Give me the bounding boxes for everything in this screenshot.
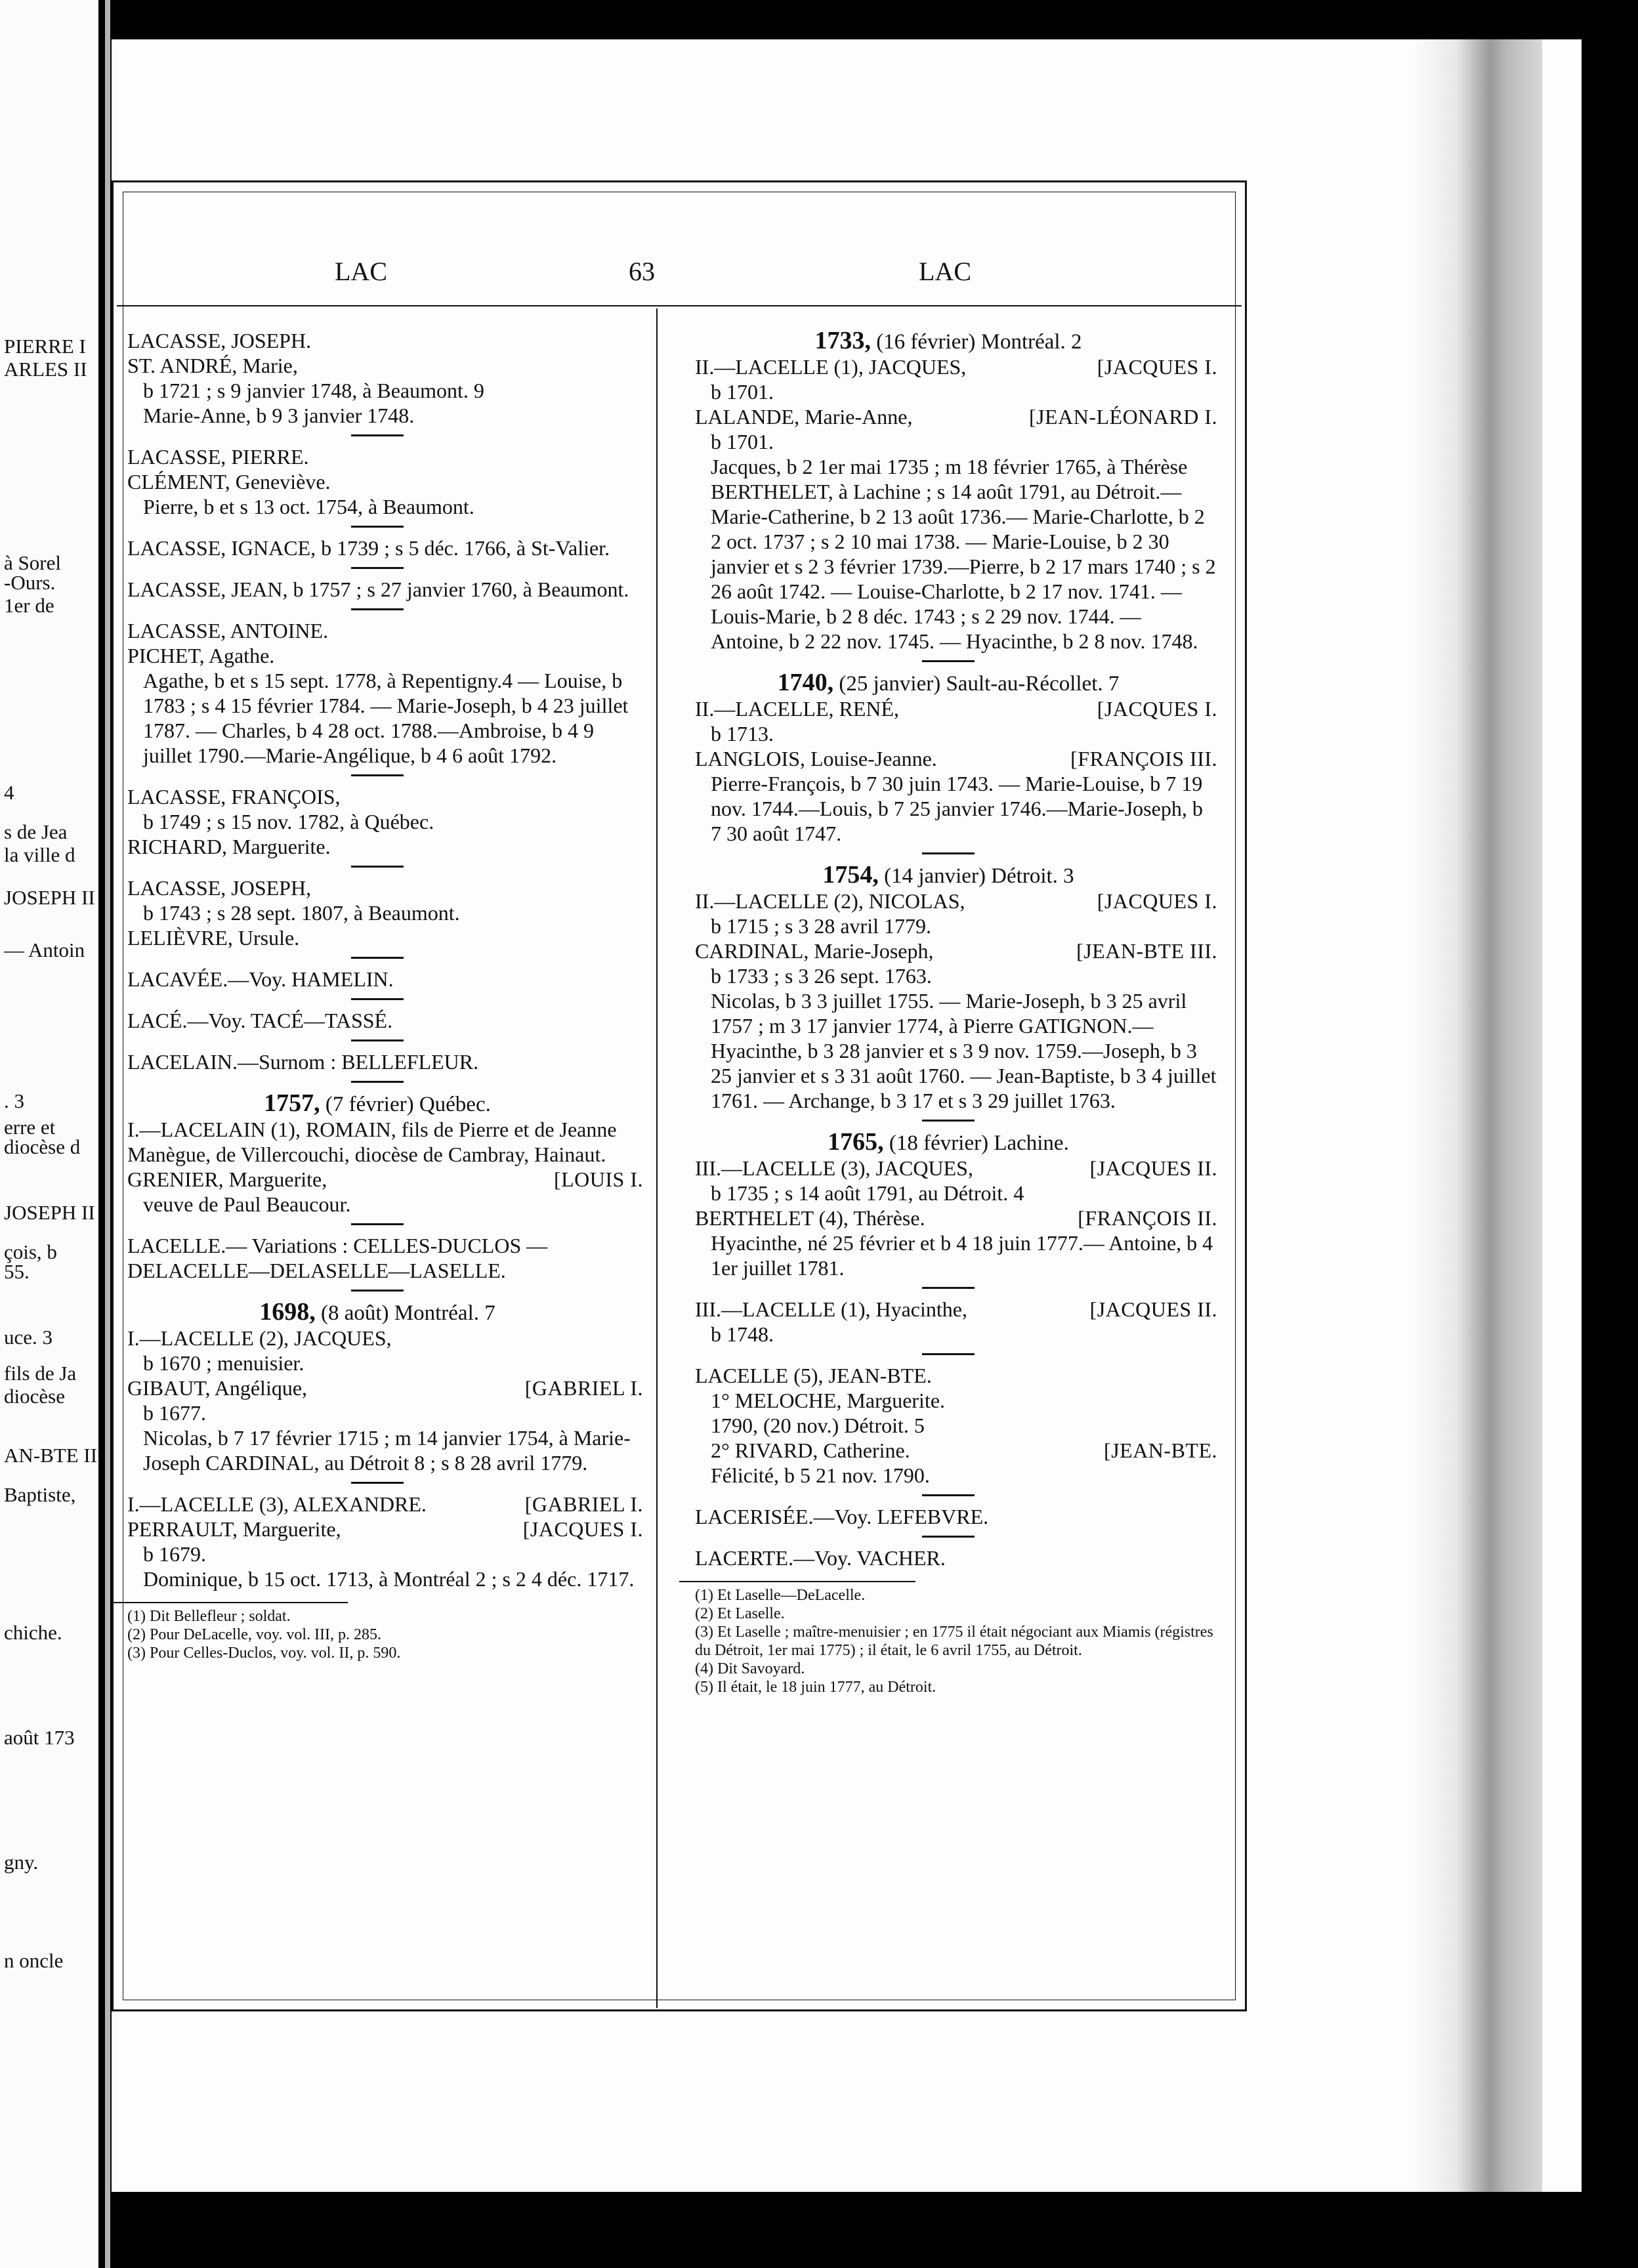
entry-text: GRENIER, Marguerite, xyxy=(127,1167,327,1191)
entry-line xyxy=(679,914,1217,938)
entry-text: LACAVÉE.—Voy. HAMELIN. xyxy=(127,967,394,991)
entry-line xyxy=(112,1049,643,1074)
entry-text: LACASSE, JOSEPH, xyxy=(127,876,312,900)
entry-line xyxy=(679,1504,1217,1529)
entry-line xyxy=(112,1517,643,1542)
entry-text: LACERISÉE.—Voy. LEFEBVRE. xyxy=(695,1505,989,1528)
entry-line xyxy=(112,469,643,494)
marriage-date-heading xyxy=(679,670,1217,696)
entry-text: LACÉ.—Voy. TACÉ—TASSÉ. xyxy=(127,1009,393,1032)
previous-page-text-fragment: diocèse d xyxy=(4,1135,81,1158)
entry-text: I.—LACELAIN (1), ROMAIN, fils de Pierre et de Jeanne Manègue, de Villercouchi, diocèse de Cambray, Hainaut. xyxy=(127,1118,617,1166)
entry-separator xyxy=(351,526,404,528)
entry-line xyxy=(112,809,643,834)
column-divider xyxy=(656,308,658,2008)
entry-text: LALANDE, Marie-Anne, xyxy=(695,405,913,429)
entry-line xyxy=(679,1230,1217,1280)
entry-line xyxy=(112,1425,643,1475)
entry-separator xyxy=(351,998,404,1000)
parent-reference: [JACQUES II. xyxy=(1089,1297,1217,1321)
previous-page-text-fragment: JOSEPH II xyxy=(4,1201,95,1224)
previous-page-text-fragment: août 173 xyxy=(4,1726,75,1749)
entry-separator xyxy=(351,1482,404,1484)
entry-separator xyxy=(922,660,975,662)
entry-text: ST. ANDRÉ, Marie, xyxy=(127,354,298,377)
entry-text: b 1715 ; s 3 28 avril 1779. xyxy=(711,914,931,938)
entry-text: b 1748. xyxy=(711,1322,774,1346)
entry-line xyxy=(112,378,643,403)
entry-line xyxy=(112,353,643,378)
previous-page-text-fragment: PIERRE I xyxy=(4,335,86,358)
entry-line xyxy=(679,1413,1217,1438)
running-head-left: LAC xyxy=(335,257,387,286)
footnote: (1) Dit Bellefleur ; soldat. xyxy=(127,1608,291,1625)
entry-text: Nicolas, b 3 3 juillet 1755. — Marie-Joseph, b 3 25 avril 1757 ; m 3 17 janvier 1774, à Pierre GATIGNON.— Hyacinthe, b 3 28 janvier et s 3 9 nov. 1759.—Joseph, b 3 25 janvier et s 3 31 août 1760. — Jean-Baptiste, b 3 4 juillet 1761. — Archange, b 3 17 et s 3 29 juillet 1763. xyxy=(711,989,1217,1112)
entry-line xyxy=(112,444,643,469)
entry-separator xyxy=(922,1536,975,1538)
previous-page-text-fragment: çois, b xyxy=(4,1240,57,1263)
entry-line xyxy=(112,536,643,560)
right-column xyxy=(679,328,1217,1696)
entry-line xyxy=(679,1322,1217,1347)
marriage-date-heading xyxy=(112,1299,643,1326)
marriage-date-heading xyxy=(112,1091,643,1117)
previous-page-text-fragment: . 3 xyxy=(4,1089,24,1112)
entry-text: RICHARD, Marguerite. xyxy=(127,835,331,858)
dictionary-page xyxy=(112,39,1582,2192)
parent-reference: [GABRIEL I. xyxy=(524,1492,643,1516)
marriage-place: (7 février) Québec. xyxy=(320,1093,491,1116)
entry-line xyxy=(112,875,643,900)
marriage-place: (14 janvier) Détroit. 3 xyxy=(878,864,1074,888)
entry-line xyxy=(679,1181,1217,1206)
header-rule xyxy=(117,305,1242,306)
previous-page-text-fragment: fils de Ja xyxy=(4,1362,77,1385)
entry-line xyxy=(679,1463,1217,1488)
entry-text: LACASSE, IGNACE, b 1739 ; s 5 déc. 1766, à St-Valier. xyxy=(127,536,610,560)
footnote-rule xyxy=(679,1581,915,1582)
previous-page-text-fragment: -Ours. xyxy=(4,571,56,594)
entry-line xyxy=(112,1233,643,1283)
entry-line xyxy=(112,925,643,950)
entry-text: LACELLE.— Variations : CELLES-DUCLOS —DELACELLE—DELASELLE—LASELLE. xyxy=(127,1234,548,1282)
entry-separator xyxy=(351,608,404,610)
entry-text: b 1670 ; menuisier. xyxy=(143,1351,304,1375)
marriage-place: (18 février) Lachine. xyxy=(883,1131,1069,1155)
entry-line xyxy=(112,668,643,768)
entry-text: II.—LACELLE (1), JACQUES, xyxy=(695,355,967,379)
parent-reference: [JACQUES I. xyxy=(1097,697,1217,721)
entry-text: 1° MELOCHE, Marguerite. xyxy=(711,1389,946,1412)
entry-separator xyxy=(922,1120,975,1122)
entry-text: Agathe, b et s 15 sept. 1778, à Repentigny.4 — Louise, b 1783 ; s 4 15 février 1784. — Marie-Joseph, b 4 23 juillet 1787. — Charles, b 4 28 oct. 1788.—Ambroise, b 4 9 juillet 1790.—Marie-Angélique, b 4 6 août 1792. xyxy=(143,669,629,767)
previous-page-text-fragment: ARLES II xyxy=(4,358,87,381)
parent-reference: [FRANÇOIS II. xyxy=(1078,1206,1217,1230)
entry-line xyxy=(112,834,643,859)
entry-line xyxy=(112,1008,643,1033)
marriage-year: 1740, xyxy=(777,669,834,696)
entry-line xyxy=(679,771,1217,846)
entry-text: LACELLE (5), JEAN-BTE. xyxy=(695,1364,932,1387)
entry-line xyxy=(679,454,1217,654)
previous-page-text-fragment: n oncle xyxy=(4,1949,64,1972)
marriage-place: (8 août) Montréal. 7 xyxy=(315,1301,495,1325)
previous-page-text-fragment: gny. xyxy=(4,1851,39,1874)
previous-page-text-fragment: AN-BTE II xyxy=(4,1444,98,1467)
entry-line xyxy=(679,1297,1217,1322)
previous-page-text-fragment: erre et xyxy=(4,1116,56,1139)
entry-text: b 1743 ; s 28 sept. 1807, à Beaumont. xyxy=(143,901,460,925)
marriage-date-heading xyxy=(679,328,1217,354)
entry-separator xyxy=(351,1081,404,1083)
parent-reference: [JEAN-BTE. xyxy=(1104,1438,1217,1462)
entry-line xyxy=(112,1351,643,1376)
footnote: (5) Il était, le 18 juin 1777, au Détroit. xyxy=(695,1679,936,1696)
parent-reference: [JEAN-LÉONARD I. xyxy=(1028,405,1217,429)
entry-text: Félicité, b 5 21 nov. 1790. xyxy=(711,1463,930,1487)
previous-page-text-fragment: 55. xyxy=(4,1260,30,1283)
previous-page-text-fragment: à Sorel xyxy=(4,551,61,574)
entry-line xyxy=(112,784,643,809)
entry-text: Pierre-François, b 7 30 juin 1743. — Marie-Louise, b 7 19 nov. 1744.—Louis, b 7 25 janvier 1746.—Marie-Joseph, b 7 30 août 1747. xyxy=(711,772,1203,845)
entry-text: CLÉMENT, Geneviève. xyxy=(127,470,331,494)
entry-separator xyxy=(351,1223,404,1225)
entry-text: LELIÈVRE, Ursule. xyxy=(127,926,300,950)
parent-reference: [LOUIS I. xyxy=(553,1167,643,1191)
entry-line xyxy=(679,404,1217,429)
entry-text: II.—LACELLE (2), NICOLAS, xyxy=(695,889,965,913)
previous-page-text-fragment: diocèse xyxy=(4,1385,65,1408)
entry-text: b 1677. xyxy=(143,1401,206,1425)
marriage-year: 1757, xyxy=(264,1089,320,1117)
entry-line xyxy=(112,1376,643,1400)
entry-separator xyxy=(922,1353,975,1355)
entry-line xyxy=(112,967,643,992)
entry-text: LACASSE, FRANÇOIS, xyxy=(127,785,341,808)
entry-text: LANGLOIS, Louise-Jeanne. xyxy=(695,747,937,770)
previous-page-text-fragment: 4 xyxy=(4,781,14,804)
parent-reference: [JACQUES I. xyxy=(522,1517,643,1541)
entry-text: II.—LACELLE, RENÉ, xyxy=(695,697,900,721)
entry-text: LACASSE, JOSEPH. xyxy=(127,329,312,352)
entry-line xyxy=(679,938,1217,963)
footnote: (3) Pour Celles-Duclos, voy. vol. II, p. 590. xyxy=(127,1645,401,1662)
marriage-year: 1698, xyxy=(259,1298,316,1326)
entry-line xyxy=(112,403,643,428)
entry-line xyxy=(679,988,1217,1113)
entry-text: Nicolas, b 7 17 février 1715 ; m 14 janvier 1754, à Marie-Joseph CARDINAL, au Détroit 8 ; s 8 28 avril 1779. xyxy=(143,1426,631,1475)
entry-line xyxy=(679,889,1217,914)
entry-text: 1790, (20 nov.) Détroit. 5 xyxy=(711,1414,925,1437)
entry-line xyxy=(112,1566,643,1591)
previous-page-fragment xyxy=(0,0,98,2268)
parent-reference: [JEAN-BTE III. xyxy=(1076,939,1217,963)
entry-text: Marie-Anne, b 9 3 janvier 1748. xyxy=(143,404,415,427)
entry-line xyxy=(112,1542,643,1566)
page-edge-shadow xyxy=(1411,39,1542,2192)
entry-separator xyxy=(351,866,404,868)
entry-text: LACERTE.—Voy. VACHER. xyxy=(695,1546,946,1570)
footnote: (3) Et Laselle ; maître-menuisier ; en 1775 il était négociant aux Miamis (régistres du Détroit, 1er mai 1775) ; il était, le 6 avril 1755, au Détroit. xyxy=(695,1624,1213,1659)
entry-text: b 1735 ; s 14 août 1791, au Détroit. 4 xyxy=(711,1181,1024,1205)
entry-text: I.—LACELLE (2), JACQUES, xyxy=(127,1326,392,1350)
entry-text: LACASSE, ANTOINE. xyxy=(127,619,329,642)
parent-reference: [JACQUES I. xyxy=(1097,889,1217,913)
entry-line xyxy=(679,354,1217,379)
previous-page-text-fragment: JOSEPH II xyxy=(4,886,95,909)
page-number: 63 xyxy=(629,257,655,286)
entry-text: PICHET, Agathe. xyxy=(127,644,275,667)
marriage-year: 1733, xyxy=(814,327,871,354)
entry-line xyxy=(679,1156,1217,1181)
entry-text: 2° RIVARD, Catherine. xyxy=(711,1438,910,1462)
marriage-year: 1754, xyxy=(822,861,879,889)
marriage-place: (16 février) Montréal. 2 xyxy=(870,330,1082,354)
entry-line xyxy=(679,746,1217,771)
running-head xyxy=(112,256,1247,289)
entry-line xyxy=(112,900,643,925)
entry-line xyxy=(112,618,643,643)
entry-text: Hyacinthe, né 25 février et b 4 18 juin 1777.— Antoine, b 4 1er juillet 1781. xyxy=(711,1231,1213,1280)
marriage-year: 1765, xyxy=(828,1128,884,1156)
parent-reference: [GABRIEL I. xyxy=(524,1376,643,1400)
entry-line xyxy=(679,379,1217,404)
entry-text: Dominique, b 15 oct. 1713, à Montréal 2 ; s 2 4 déc. 1717. xyxy=(143,1567,635,1591)
entry-line xyxy=(112,1400,643,1425)
footnote-rule xyxy=(112,1602,348,1603)
marriage-date-heading xyxy=(679,1129,1217,1156)
entry-separator xyxy=(922,852,975,854)
entry-line xyxy=(112,494,643,519)
entry-line xyxy=(679,1363,1217,1388)
parent-reference: [JACQUES I. xyxy=(1097,355,1217,379)
previous-page-text-fragment: s de Jea xyxy=(4,820,68,843)
entry-line xyxy=(112,577,643,602)
entry-separator xyxy=(351,774,404,776)
entry-line xyxy=(679,1438,1217,1463)
entry-line xyxy=(679,721,1217,746)
entry-line xyxy=(112,1167,643,1192)
entry-text: b 1701. xyxy=(711,430,774,453)
entry-separator xyxy=(922,1287,975,1289)
running-head-right: LAC xyxy=(919,257,971,286)
entry-separator xyxy=(351,1040,404,1041)
entry-text: Pierre, b et s 13 oct. 1754, à Beaumont. xyxy=(143,495,474,518)
footnote: (1) Et Laselle—DeLacelle. xyxy=(695,1587,866,1604)
entry-line xyxy=(112,1192,643,1217)
parent-reference: [JACQUES II. xyxy=(1089,1156,1217,1180)
parent-reference: [FRANÇOIS III. xyxy=(1070,747,1217,770)
previous-page-text-fragment: 1er de xyxy=(4,594,54,617)
entry-text: b 1733 ; s 3 26 sept. 1763. xyxy=(711,964,932,988)
entry-text: LACELAIN.—Surnom : BELLEFLEUR. xyxy=(127,1050,479,1074)
entry-text: I.—LACELLE (3), ALEXANDRE. xyxy=(127,1492,427,1516)
footnote: (2) Pour DeLacelle, voy. vol. III, p. 285. xyxy=(127,1626,381,1643)
entry-text: b 1701. xyxy=(711,380,774,404)
entry-text: PERRAULT, Marguerite, xyxy=(127,1517,341,1541)
entry-text: III.—LACELLE (3), JACQUES, xyxy=(695,1156,973,1180)
previous-page-text-fragment: chiche. xyxy=(4,1621,62,1644)
entry-line xyxy=(679,1206,1217,1230)
entry-line xyxy=(679,696,1217,721)
entry-text: b 1679. xyxy=(143,1542,206,1566)
entry-text: LACASSE, JEAN, b 1757 ; s 27 janvier 1760, à Beaumont. xyxy=(127,578,629,601)
entry-line xyxy=(112,1492,643,1517)
left-column xyxy=(112,328,643,1662)
footnote: (2) Et Laselle. xyxy=(695,1605,785,1622)
entry-line xyxy=(679,1545,1217,1570)
entry-text: b 1749 ; s 15 nov. 1782, à Québec. xyxy=(143,810,434,833)
previous-page-text-fragment: uce. 3 xyxy=(4,1326,53,1349)
entry-line xyxy=(112,1117,643,1167)
previous-page-text-fragment: Baptiste, xyxy=(4,1483,76,1506)
entry-text: CARDINAL, Marie-Joseph, xyxy=(695,939,934,963)
marriage-place: (25 janvier) Sault-au-Récollet. 7 xyxy=(833,672,1120,696)
entry-text: b 1713. xyxy=(711,722,774,746)
previous-page-text-fragment: la ville d xyxy=(4,843,75,866)
entry-text: GIBAUT, Angélique, xyxy=(127,1376,308,1400)
entry-separator xyxy=(351,434,404,436)
footnote: (4) Dit Savoyard. xyxy=(695,1660,805,1677)
entry-line xyxy=(679,429,1217,454)
entry-line xyxy=(112,328,643,353)
entry-text: b 1721 ; s 9 janvier 1748, à Beaumont. 9 xyxy=(143,379,484,402)
entry-line xyxy=(112,643,643,668)
entry-line xyxy=(679,963,1217,988)
entry-separator xyxy=(351,1290,404,1292)
entry-line xyxy=(112,1326,643,1351)
previous-page-text-fragment: — Antoin xyxy=(4,938,85,961)
entry-text: veuve de Paul Beaucour. xyxy=(143,1192,351,1216)
entry-text: LACASSE, PIERRE. xyxy=(127,445,309,469)
entry-text: III.—LACELLE (1), Hyacinthe, xyxy=(695,1297,967,1321)
entry-text: Jacques, b 2 1er mai 1735 ; m 18 février 1765, à Thérèse BERTHELET, à Lachine ; s 14 août 1791, au Détroit.—Marie-Catherine, b 2 13 août 1736.— Marie-Charlotte, b 2 2 oct. 1737 ; s 2 10 mai 1738. — Marie-Louise, b 2 30 janvier et s 2 3 février 1739.—Pierre, b 2 17 mars 1740 ; s 2 26 août 1742. — Louise-Charlotte, b 2 17 nov. 1741. — Louis-Marie, b 2 8 déc. 1743 ; s 2 29 nov. 1744. — Antoine, b 2 22 nov. 1745. — Hyacinthe, b 2 8 nov. 1748. xyxy=(711,455,1216,653)
entry-text: BERTHELET (4), Thérèse. xyxy=(695,1206,925,1230)
marriage-date-heading xyxy=(679,862,1217,889)
entry-separator xyxy=(351,957,404,959)
entry-separator xyxy=(922,1494,975,1496)
entry-line xyxy=(679,1388,1217,1413)
entry-separator xyxy=(351,567,404,569)
